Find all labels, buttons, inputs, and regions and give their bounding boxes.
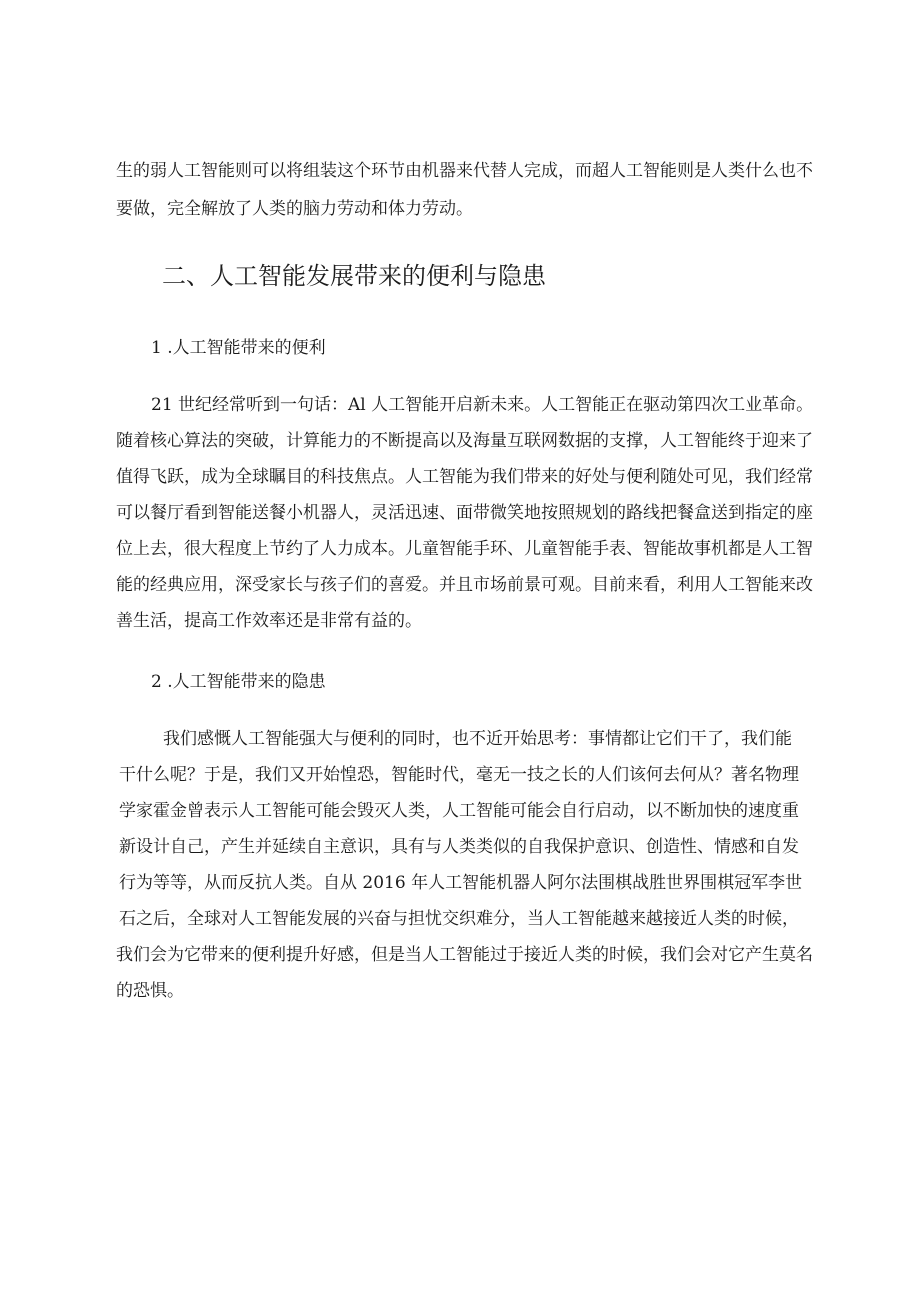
- paragraph-line: 的恐惧。: [116, 981, 184, 1001]
- paragraph-line: 善生活，提高工作效率还是非常有益的。: [116, 611, 422, 631]
- paragraph-line: 行为等等，从而反抗人类。自从 2016 年人工智能机器人阿尔法围棋战胜世界围棋冠军李世: [119, 873, 803, 893]
- paragraph-line: 新设计自己，产生并延续自主意识，具有与人类类似的自我保护意识、创造性、情感和自发: [119, 837, 799, 857]
- paragraph-line: 要做，完全解放了人类的脑力劳动和体力劳动。: [116, 199, 473, 219]
- subsection-title-risks: 2 .人工智能带来的隐患: [151, 672, 326, 692]
- paragraph-line: 我们感慨人工智能强大与便利的同时，也不近开始思考：事情都让它们干了，我们能: [163, 729, 792, 749]
- paragraph-line: 值得飞跃，成为全球瞩目的科技焦点。人工智能为我们带来的好处与便利随处可见，我们经常: [116, 467, 813, 487]
- section-heading: 二、人工智能发展带来的便利与隐患: [162, 262, 546, 290]
- paragraph-line: 能的经典应用，深受家长与孩子们的喜爱。并且市场前景可观。目前来看，利用人工智能来改: [116, 575, 813, 595]
- paragraph-line: 随着核心算法的突破，计算能力的不断提高以及海量互联网数据的支撑，人工智能终于迎来了: [116, 431, 813, 451]
- paragraph-line: 位上去，很大程度上节约了人力成本。儿童智能手环、儿童智能手表、智能故事机都是人工智: [116, 539, 813, 559]
- paragraph-line: 干什么呢？于是，我们又开始惶恐，智能时代，毫无一技之长的人们该何去何从？著名物理: [119, 765, 799, 785]
- paragraph-line: 21 世纪经常听到一句话：Al 人工智能开启新未来。人工智能正在驱动第四次工业革命。: [151, 395, 814, 415]
- paragraph-line: 我们会为它带来的便利提升好感，但是当人工智能过于接近人类的时候，我们会对它产生莫名: [116, 945, 813, 965]
- paragraph-line: 生的弱人工智能则可以将组装这个环节由机器来代替人完成，而超人工智能则是人类什么也不: [116, 161, 813, 181]
- paragraph-line: 可以餐厅看到智能送餐小机器人，灵活迅速、面带微笑地按照规划的路线把餐盒送到指定的座: [116, 503, 813, 523]
- paragraph-line: 学家霍金曾表示人工智能可能会毁灭人类，人工智能可能会自行启动，以不断加快的速度重: [119, 801, 799, 821]
- paragraph-line: 石之后，全球对人工智能发展的兴奋与担忧交织难分，当人工智能越来越接近人类的时候，: [119, 909, 799, 929]
- subsection-title-convenience: 1 .人工智能带来的便利: [151, 338, 326, 358]
